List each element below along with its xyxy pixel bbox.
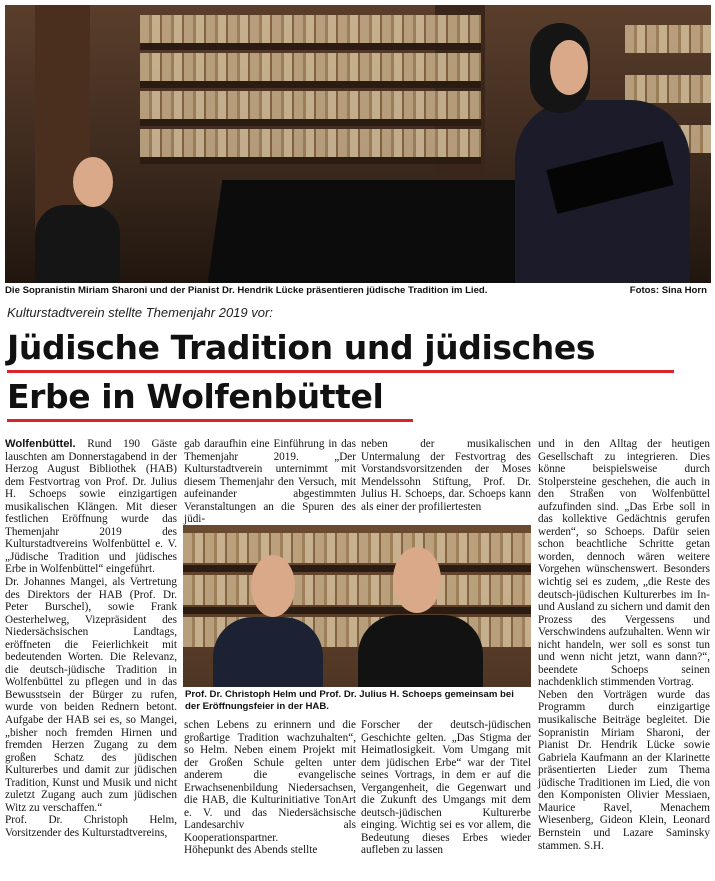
body-paragraph: neben der musikalischen Untermalung der Festvortrag des Vorstandsvorsitzenden der Moses Mendelssohn Stiftung, Prof. Dr. Julius H. Schoeps, dar. Schoeps kann als einer der profiliertesten <box>361 438 531 513</box>
schoeps-figure <box>358 615 483 687</box>
portrait-photo <box>183 525 531 687</box>
column-4 <box>538 438 710 852</box>
column-1 <box>5 438 177 840</box>
pianist-face <box>73 157 113 207</box>
dateline: Wolfenbüttel. <box>5 438 76 450</box>
column-3-bottom <box>361 719 531 857</box>
body-paragraph: Dr. Johannes Mangei, als Vertretung des Direktors der HAB (Prof. Dr. Peter Burschel), sowie Frank Oesterhelweg, Vizepräsident des Niedersächsischen Landtags, eröffneten die Feierlichkeit mit bedeutenden Worten. Die Relevanz, die deutsch-jüdische Tradition in Wolfenbüttel zu pflegen und in das Bewusstsein der Bürger zu rufen, wurde von beiden Rednern betont. Aufgabe der HAB sei es, so Mangei, „bisher noch fremden Hirnen und fremden Herzen Zugang zu dem großen Schatz des jüdischen Kulturerbes und damit zur jüdischen Tradition, Kunst und Musik und nicht zuletzt Zugang auch zum jüdischen Witz zu verschaffen.“ <box>5 576 177 814</box>
kicker: Kulturstadtverein stellte Themenjahr 2019 vor: <box>7 305 273 320</box>
helm-figure <box>213 617 323 687</box>
body-paragraph: und in den Alltag der heutigen Gesellschaft zu integrieren. Dies könne beispielsweise durch Stolpersteine geschehen, die auch in den Straßen von Wolfenbüttel aufzufinden sind. „Das Erbe soll in das kollektive Gedächtnis gerufen werden“, so Schoeps. Dafür seien schon beachtliche Schritte getan worden, dennoch wären weitere Vorgehen wünschenswert. Besonders wichtig sei es zudem, „die Reste des deutsch-jüdischen Kulturerbes im In- und Ausland zu sichern und damit den Prozess des Vergessens und Verschwindens aufzuhalten. Wenn wir nicht handeln, wer soll es sonst tun und wenn nicht jetzt, wann dann?“, beendete Schoeps seinen nachdenklich stimmenden Vortrag. <box>538 438 710 689</box>
photo-credit: Fotos: Sina Horn <box>629 285 707 296</box>
soprano-face <box>550 40 588 95</box>
headline-underline <box>7 419 413 422</box>
schoeps-face <box>393 547 441 613</box>
concert-photo <box>5 5 711 283</box>
caption-text: Die Sopranistin Miriam Sharoni und der Pianist Dr. Hendrik Lücke präsentieren jüdische Tradition im Lied. <box>5 285 488 296</box>
top-photo-caption <box>5 285 711 299</box>
helm-face <box>251 555 295 617</box>
column-2-bottom <box>184 719 356 857</box>
headline-line-1: Jüdische Tradition und jüdisches <box>7 328 596 367</box>
body-paragraph: Neben den Vorträgen wurde das Programm durch einzigartige musikalische Beiträge begleitet. Die Sopranistin Miriam Sharoni, der Pianist Dr. Hendrik Lücke sowie Gabriela Kaufmann an der Klarinette präsentierten Lieder zum Thema jüdische Traditionen im Lied, die von den Komponisten Olivier Messiaen, Maurice Ravel, Menachem Wiesenberg, Gideon Klein, Leonard Bernstein und Lazare Saminsky stammen. S.H. <box>538 688 710 852</box>
column-2-top <box>184 438 356 526</box>
body-paragraph: Höhepunkt des Abends stellte <box>184 844 318 857</box>
grand-piano <box>208 180 532 283</box>
portrait-caption: Prof. Dr. Christoph Helm und Prof. Dr. Julius H. Schoeps gemeinsam bei der Eröffnungsfeier in der HAB. <box>185 689 514 712</box>
body-paragraph: Prof. Dr. Christoph Helm, Vorsitzender des Kulturstadtvereins, <box>5 814 177 839</box>
headline-underline <box>7 370 674 373</box>
column-3-top <box>361 438 531 513</box>
headline-line-2: Erbe in Wolfenbüttel <box>7 377 384 416</box>
body-paragraph: Forscher der deutsch-jüdischen Geschichte gelten. „Das Stigma der Heimatlosigkeit. Vom Umgang mit dem jüdischen Erbe“ war der Titel seines Vortrags, in dem er auf die Vergangenheit, die Gegenwart und die Zukunft des Umgangs mit dem deutsch-jüdischen Kulturerbe einging. Wichtig sei es vor allem, die Bedeutung dieses Erbes wieder aufleben zu lassen <box>361 719 531 857</box>
body-text: Rund 190 Gäste lauschten am Donnerstagabend in der Herzog August Bibliothek (HAB) dem Festvortrag von Prof. Dr. Julius H. Schoeps sowie einzigartigen musikalischen Klängen. Mit dieser festlichen Eröffnung wurde das Themenjahr 2019 des Kulturstadtvereins Wolfenbüttel e. V. „Jüdische Tradition und jüdisches Erbe in Wolfenbüttel“ eingeführt. <box>5 438 178 576</box>
body-paragraph: schen Lebens zu erinnern und die großartige Tradition wachzuhalten“, so Helm. Neben einem Projekt mit der Großen Schule gelten unter anderem die evangelische Erwachsenenbildung Niedersachsen, die HAB, die Kulturinitiative TonArt e. V. und das Niedersächsische Landesarchiv als Kooperationspartner. <box>184 719 356 844</box>
pianist <box>35 205 120 283</box>
body-paragraph: gab daraufhin eine Einführung in das Themenjahr 2019. „Der Kulturstadtverein unternimmt mit diesem Themenjahr den Versuch, mit aufeinander abgestimmten Veranstaltungen an die Spuren des jüdi- <box>184 438 356 526</box>
